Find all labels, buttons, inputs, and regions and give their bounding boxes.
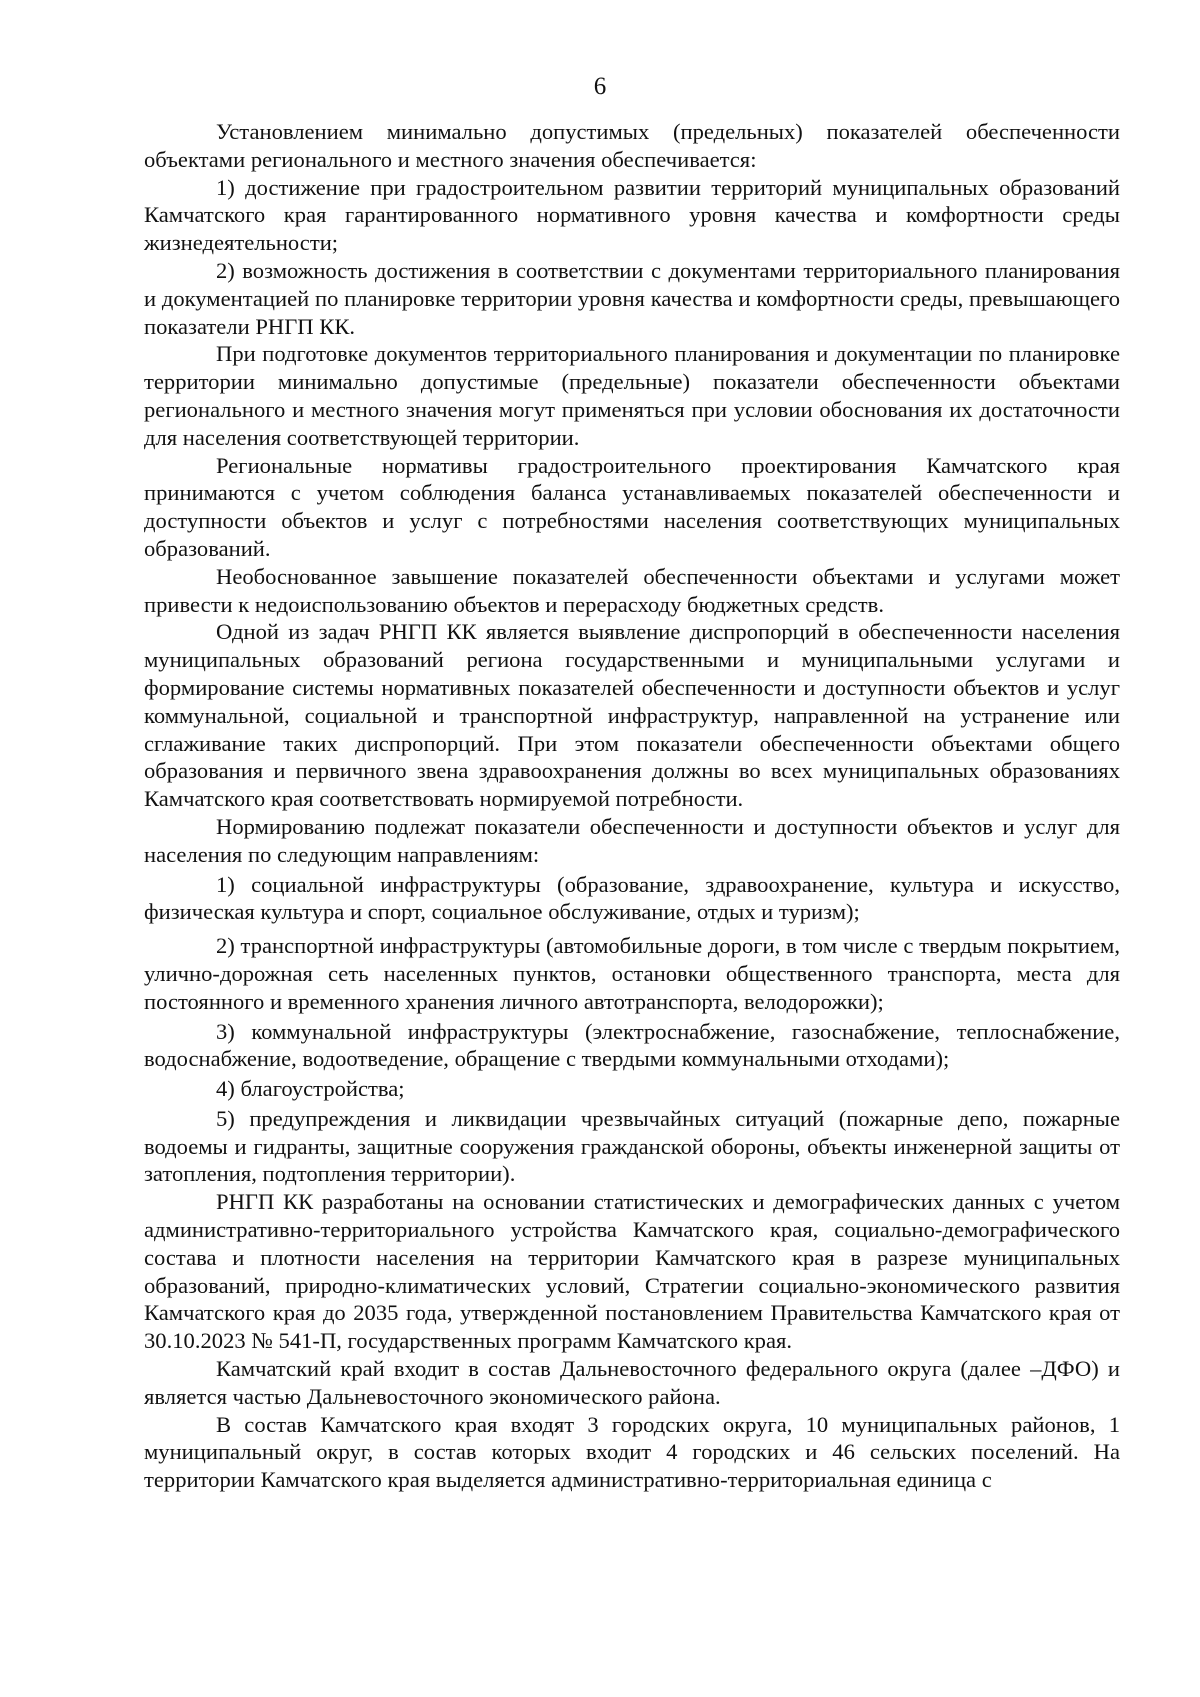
paragraph: Региональные нормативы градостроительного проектирования Камчатского края принимаются с учетом соблюдения баланса устанавливаемых показателей обеспеченности и доступности объектов и услуг с потребностями населения соответствующих муниципальных образований. <box>144 452 1120 561</box>
paragraph: Нормированию подлежат показатели обеспеченности и доступности объектов и услуг для населения по следующим направлениям: <box>144 813 1120 867</box>
paragraph: Одной из задач РНГП КК является выявление диспропорций в обеспеченности населения муниципальных образований региона государственными и муниципальными услугами и формирование системы нормативных показателей обеспеченности и доступности объектов и услуг коммунальной, социальной и транспортной инфраструктур, направленной на устранение или сглаживание таких диспропорций. При этом показатели обеспеченности объектами общего образования и первичного звена здравоохранения должны во всех муниципальных образованиях Камчатского края соответствовать нормируемой потребности. <box>144 619 1120 812</box>
list-item: 5) предупреждения и ликвидации чрезвычайных ситуаций (пожарные депо, пожарные водоемы и гидранты, защитные сооружения гражданской обороны, объекты инженерной защиты от затопления, подтопления территории). <box>144 1105 1120 1187</box>
list-item: 2) возможность достижения в соответствии с документами территориального планирования и документацией по планировке территории уровня качества и комфортности среды, превышающего показатели РНГП КК. <box>144 257 1120 339</box>
list-item: 1) социальной инфраструктуры (образование, здравоохранение, культура и искусство, физическая культура и спорт, социальное обслуживание, отдых и туризм); <box>144 871 1120 925</box>
list-item: 2) транспортной инфраструктуры (автомобильные дороги, в том числе с твердым покрытием, улично-дорожная сеть населенных пунктов, остановки общественного транспорта, места для постоянного и временного хранения личного автотранспорта, велодорожки); <box>144 933 1120 1014</box>
paragraph: При подготовке документов территориального планирования и документации по планировке территории минимально допустимые (предельные) показатели обеспеченности объектами регионального и местного значения могут применяться при условии обоснования их достаточности для населения соответствующей территории. <box>144 341 1120 450</box>
paragraph: В состав Камчатского края входят 3 городских округа, 10 муниципальных районов, 1 муниципальный округ, в состав которых входит 4 городских и 46 сельских поселений. На территории Камчатского края выделяется административно-территориальная единица с <box>144 1411 1120 1493</box>
paragraph: Установлением минимально допустимых (предельных) показателей обеспеченности объектами регионального и местного значения обеспечивается: <box>144 119 1120 172</box>
list-item: 3) коммунальной инфраструктуры (электроснабжение, газоснабжение, теплоснабжение, водоснабжение, водоотведение, обращение с твердыми коммунальными отходами); <box>144 1018 1120 1072</box>
paragraph: Камчатский край входит в состав Дальневосточного федерального округа (далее –ДФО) и является частью Дальневосточного экономического района. <box>144 1356 1120 1409</box>
page-number: 6 <box>593 73 607 100</box>
document-body <box>144 118 1120 1494</box>
list-item: 1) достижение при градостроительном развитии территорий муниципальных образований Камчатского края гарантированного нормативного уровня качества и комфортности среды жизнедеятельности; <box>144 174 1120 256</box>
paragraph: Необоснованное завышение показателей обеспеченности объектами и услугами может привести к недоиспользованию объектов и перерасходу бюджетных средств. <box>144 563 1120 617</box>
list-item: 4) благоустройства; <box>216 1076 405 1102</box>
paragraph: РНГП КК разработаны на основании статистических и демографических данных с учетом административно-территориального устройства Камчатского края, социально-демографического состава и плотности населения на территории Камчатского края в разрезе муниципальных образований, природно-климатических условий, Стратегии социально-экономического развития Камчатского края до 2035 года, утвержденной постановлением Правительства Камчатского края от 30.10.2023 № 541-П, государственных программ Камчатского края. <box>144 1189 1120 1354</box>
